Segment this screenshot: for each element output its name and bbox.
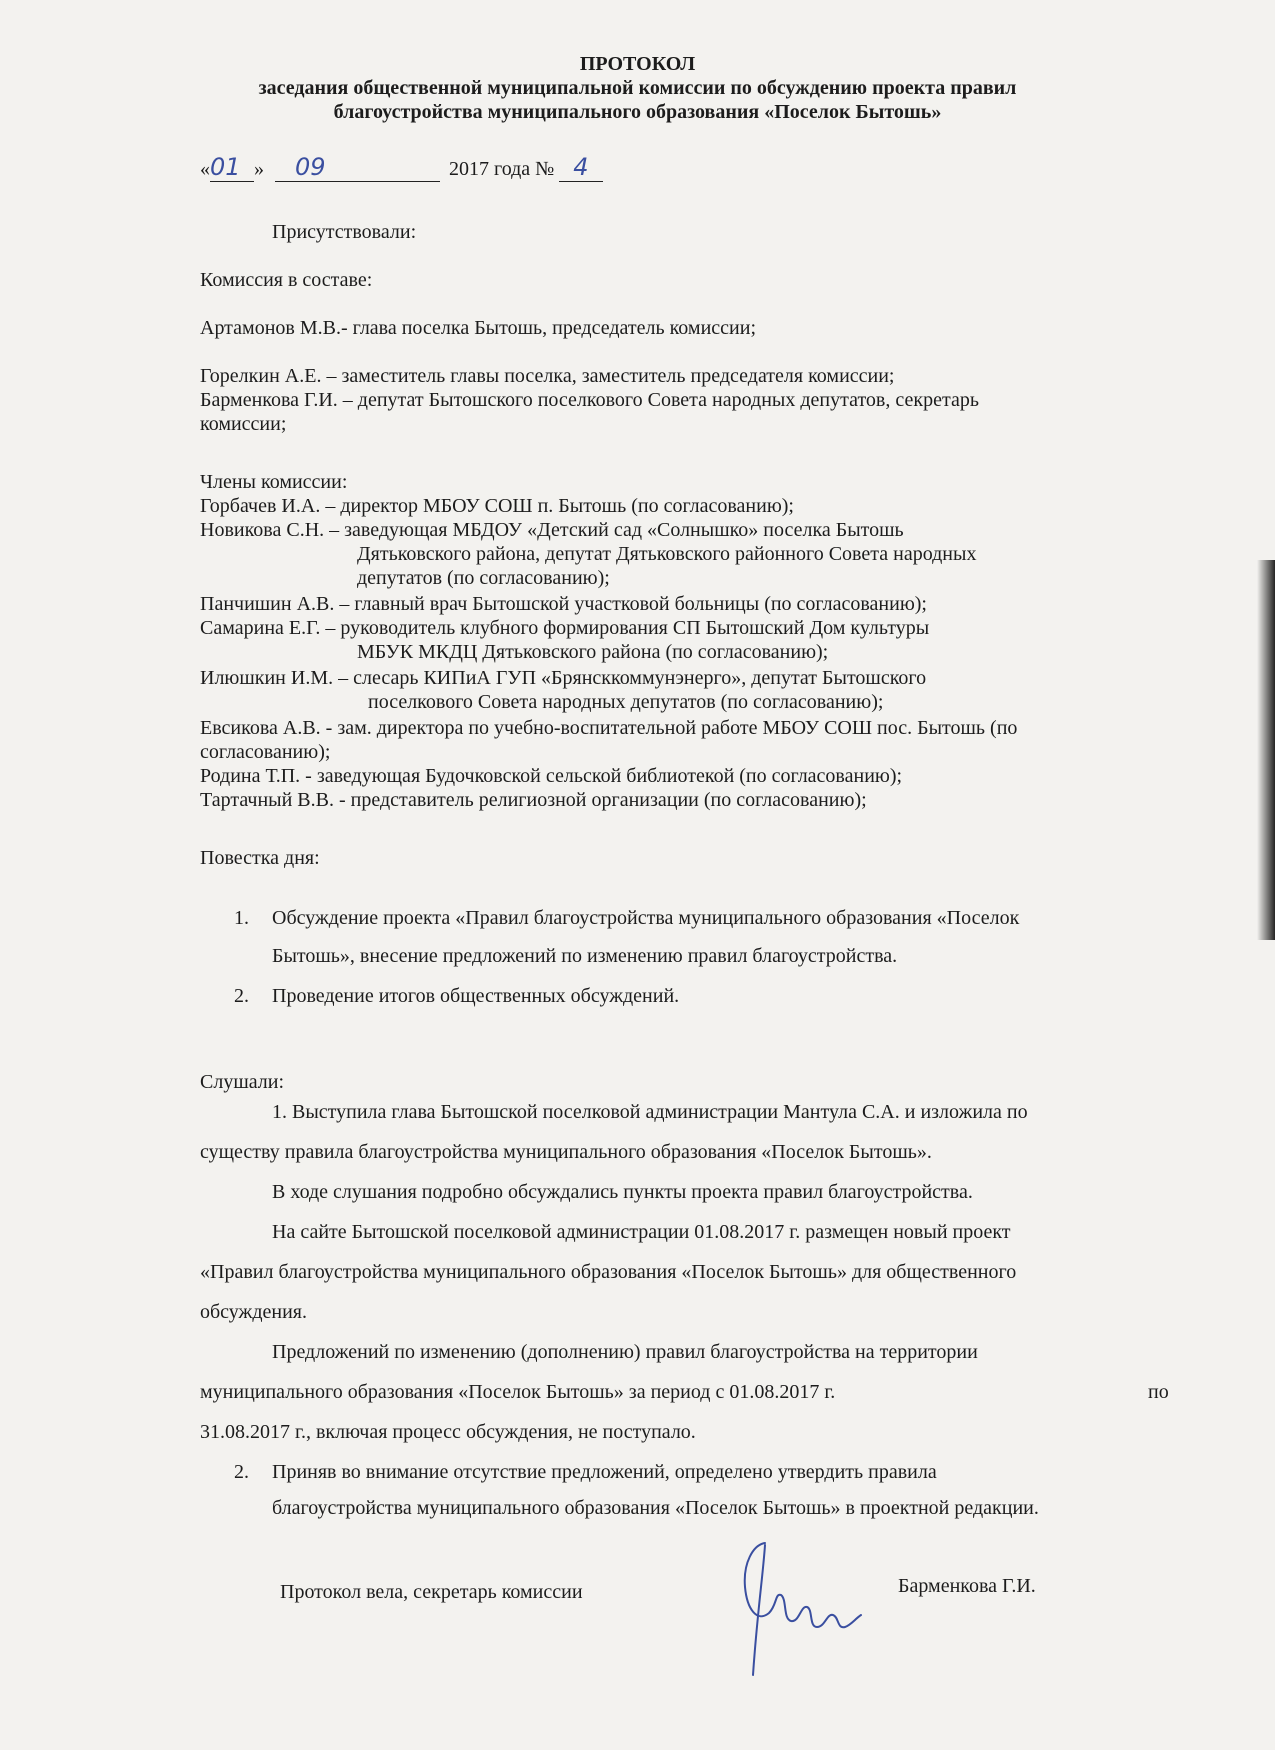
member-line: Панчишин А.В. – главный врач Бытошской участковой больницы (по согласованию);: [200, 593, 927, 615]
heard-paragraph-line: муниципального образования «Поселок Бытошь» за период с 01.08.2017 г.: [200, 1381, 836, 1403]
decision-line: благоустройства муниципального образования «Поселок Бытошь» в проектной редакции.: [272, 1497, 1039, 1519]
protocol-number-field: [559, 155, 603, 182]
month-field: [275, 155, 440, 182]
agenda-label: Повестка дня:: [200, 847, 320, 869]
document-subtitle-line1: заседания общественной муниципальной комиссии по обсуждению проекта правил: [258, 77, 1017, 99]
decision-line: Приняв во внимание отсутствие предложений, определено утвердить правила: [272, 1461, 937, 1483]
close-quote: »: [254, 158, 264, 180]
heard-paragraph-line: В ходе слушания подробно обсуждались пункты проекта правил благоустройства.: [272, 1181, 973, 1203]
member-line: Дятьковского района, депутат Дятьковского районного Совета народных: [357, 543, 977, 565]
present-label: Присутствовали:: [272, 221, 417, 243]
day-value: 01: [210, 153, 241, 181]
scan-shadow-edge: [1257, 560, 1275, 940]
members-label: Члены комиссии:: [200, 471, 348, 493]
agenda-item-number: 1.: [234, 907, 249, 929]
member-line: Родина Т.П. - заведующая Будочковской сельской библиотекой (по согласованию);: [200, 765, 903, 787]
member-line: МБУК МКДЦ Дятьковского района (по согласованию);: [357, 641, 829, 663]
open-quote: «: [200, 158, 210, 180]
commission-label: Комиссия в составе:: [200, 269, 373, 291]
member-line: Горбачев И.А. – директор МБОУ СОШ п. Бытошь (по согласованию);: [200, 495, 794, 517]
agenda-item-number: 2.: [234, 985, 249, 1007]
heard-label: Слушали:: [200, 1071, 285, 1093]
heard-paragraph-line: существу правила благоустройства муниципального образования «Поселок Бытошь».: [200, 1141, 932, 1163]
member-line: Илюшкин И.М. – слесарь КИПиА ГУП «Брянсккоммунэнерго», депутат Бытошского: [200, 667, 927, 689]
decision-number: 2.: [234, 1461, 249, 1483]
member-line: депутатов (по согласованию);: [357, 567, 610, 589]
protocol-number: 4: [573, 153, 589, 181]
date-line: [200, 155, 603, 182]
leader-line: комиссии;: [200, 413, 287, 435]
month-value: 09: [295, 153, 326, 181]
document-title: ПРОТОКОЛ: [579, 53, 696, 75]
member-line: поселкового Совета народных депутатов (по согласованию);: [368, 691, 884, 713]
heard-paragraph-line: обсуждения.: [200, 1301, 308, 1323]
document-subtitle-line2: благоустройства муниципального образования «Поселок Бытошь»: [333, 101, 942, 123]
agenda-item-text: Обсуждение проекта «Правил благоустройства муниципального образования «Поселок: [272, 907, 1020, 929]
agenda-item-text: Проведение итогов общественных обсуждений.: [272, 985, 680, 1007]
signature-name: Барменкова Г.И.: [898, 1575, 1036, 1597]
heard-paragraph-line: На сайте Бытошской поселковой администрации 01.08.2017 г. размещен новый проект: [272, 1221, 1011, 1243]
heard-paragraph-line: «Правил благоустройства муниципального образования «Поселок Бытошь» для общественного: [200, 1261, 1017, 1283]
member-line: согласованию);: [200, 741, 331, 763]
member-line: Самарина Е.Г. – руководитель клубного формирования СП Бытошский Дом культуры: [200, 617, 930, 639]
heard-paragraph-line: 31.08.2017 г., включая процесс обсуждения, не поступало.: [200, 1421, 696, 1443]
member-line: Новикова С.Н. – заведующая МБДОУ «Детский сад «Солнышко» поселка Бытошь: [200, 519, 904, 541]
handwritten-signature: [735, 1535, 865, 1685]
heard-paragraph-line: по: [1148, 1381, 1169, 1403]
leader-line: Барменкова Г.И. – депутат Бытошского поселкового Совета народных депутатов, секретарь: [200, 389, 979, 411]
heard-paragraph-line: Предложений по изменению (дополнению) правил благоустройства на территории: [272, 1341, 978, 1363]
member-line: Евсикова А.В. - зам. директора по учебно-воспитательной работе МБОУ СОШ пос. Бытошь (по: [200, 717, 1018, 739]
heard-paragraph-line: 1. Выступила глава Бытошской поселковой администрации Мантула С.А. и изложила по: [272, 1101, 1028, 1123]
agenda-item-text: Бытошь», внесение предложений по изменению правил благоустройства.: [272, 945, 898, 967]
year-text: 2017 года №: [449, 158, 555, 180]
day-field: [210, 155, 254, 182]
signature-label: Протокол вела, секретарь комиссии: [280, 1581, 583, 1603]
leader-line: Горелкин А.Е. – заместитель главы поселка, заместитель председателя комиссии;: [200, 365, 895, 387]
member-line: Тартачный В.В. - представитель религиозной организации (по согласованию);: [200, 789, 867, 811]
leader-line: Артамонов М.В.- глава поселка Бытошь, председатель комиссии;: [200, 317, 756, 339]
